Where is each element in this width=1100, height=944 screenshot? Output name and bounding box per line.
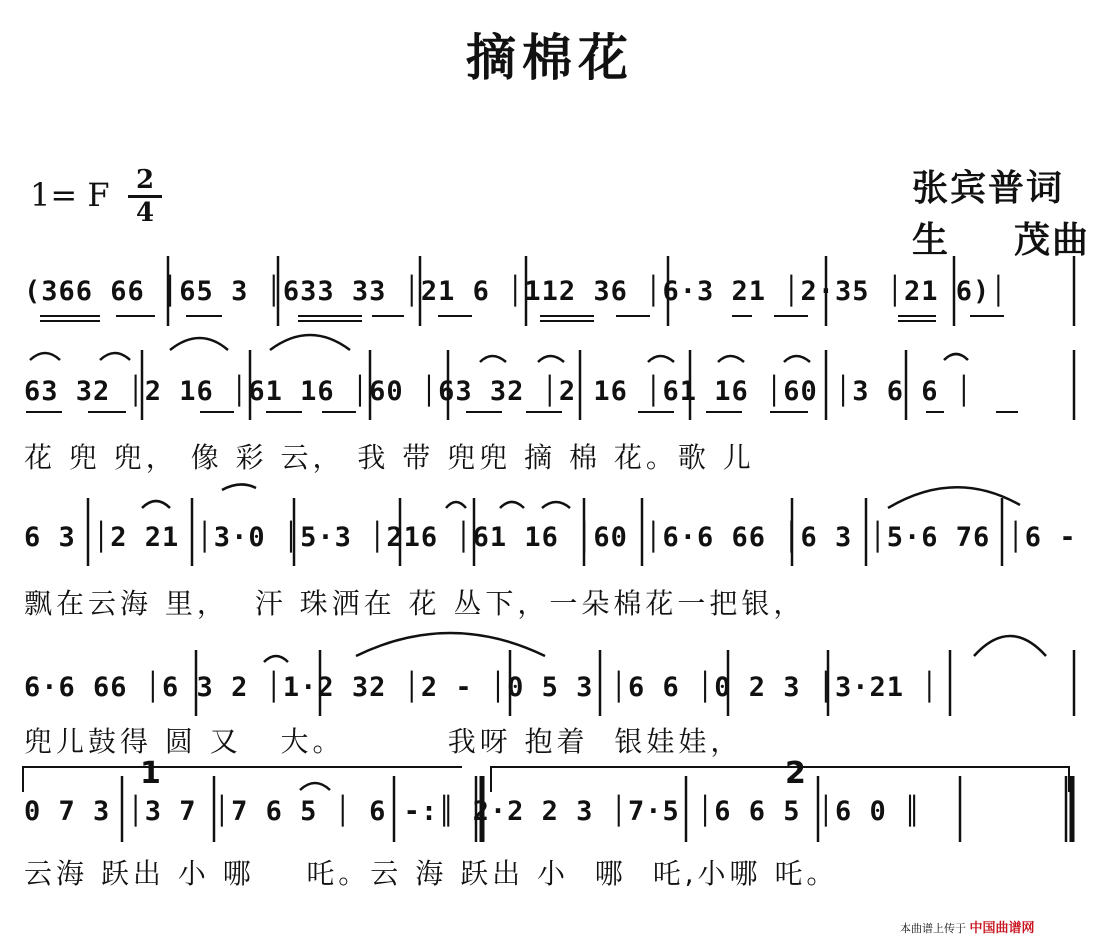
volta-1-bracket-left bbox=[22, 766, 24, 792]
score-row-3-notes: 6 3 │2 21 │3·0 │5·3 │216 │61 16 │60 │6·6 66 │6 3 │5·6 76 │6 - bbox=[24, 522, 1077, 553]
score-row-5-notes: 0 7 3 │3 7 │7 6 5 │ 6 -:║ 2·2 2 3 │7·5 │6 6 5 │6 0 ║ bbox=[24, 796, 922, 827]
time-signature-bottom: 4 bbox=[135, 198, 155, 228]
composer-name-first: 生 bbox=[912, 220, 951, 261]
volta-2-bracket bbox=[490, 766, 1070, 768]
footer-brand-logo: 中国曲谱网 bbox=[969, 921, 1035, 936]
score-row-5-lyrics: 云海 跃出 小 哪 吒。云 海 跃出 小 哪 吒,小哪 吒。 bbox=[24, 857, 839, 890]
volta-2-bracket-left bbox=[490, 766, 492, 792]
time-signature-top: 2 bbox=[135, 165, 155, 195]
score-row-1-notes: (366 66 │65 3 │633 33 │21 6 │112 36 │6·3 21 │2·35 │21 6)│ bbox=[24, 276, 1008, 307]
score-row-4-notes: 6·6 66 │6 3 2 │1·2 32 │2 - │0 5 3 │6 6 │0 2 3 │3·21 │ bbox=[24, 672, 939, 703]
composer-credit bbox=[912, 212, 1090, 263]
score-row-2-lyrics: 花 兜 兜， 像 彩 云， 我 带 兜兜 摘 棉 花。歌 儿 bbox=[24, 441, 755, 474]
score-row-4-lyrics: 兜儿鼓得 圆 又 大。 我呀 抱着 银娃娃， bbox=[24, 725, 743, 758]
composer-name-last: 茂曲 bbox=[1014, 220, 1091, 261]
volta-2-label: 2 bbox=[785, 756, 806, 791]
score-row-3-lyrics: 飘在云海 里， 汗 珠洒在 花 丛下，一朵棉花一把银， bbox=[24, 587, 806, 620]
volta-1-label: 1 bbox=[140, 756, 161, 791]
key-signature: 1= F bbox=[30, 176, 110, 214]
footer-attribution bbox=[900, 917, 1035, 936]
score-row-2-notes: 63 32 │2 16 │61 16 │60 │63 32 │2 16 │61 16 │60 │3 6 6 │ bbox=[24, 376, 974, 407]
footer-prefix: 本曲谱上传于 bbox=[900, 922, 966, 935]
lyricist-credit: 张宾普词 bbox=[912, 168, 1065, 209]
time-signature bbox=[128, 166, 162, 227]
song-title: 摘棉花 bbox=[466, 29, 634, 87]
volta-1-bracket bbox=[22, 766, 462, 768]
volta-2-bracket-right bbox=[1068, 766, 1070, 792]
